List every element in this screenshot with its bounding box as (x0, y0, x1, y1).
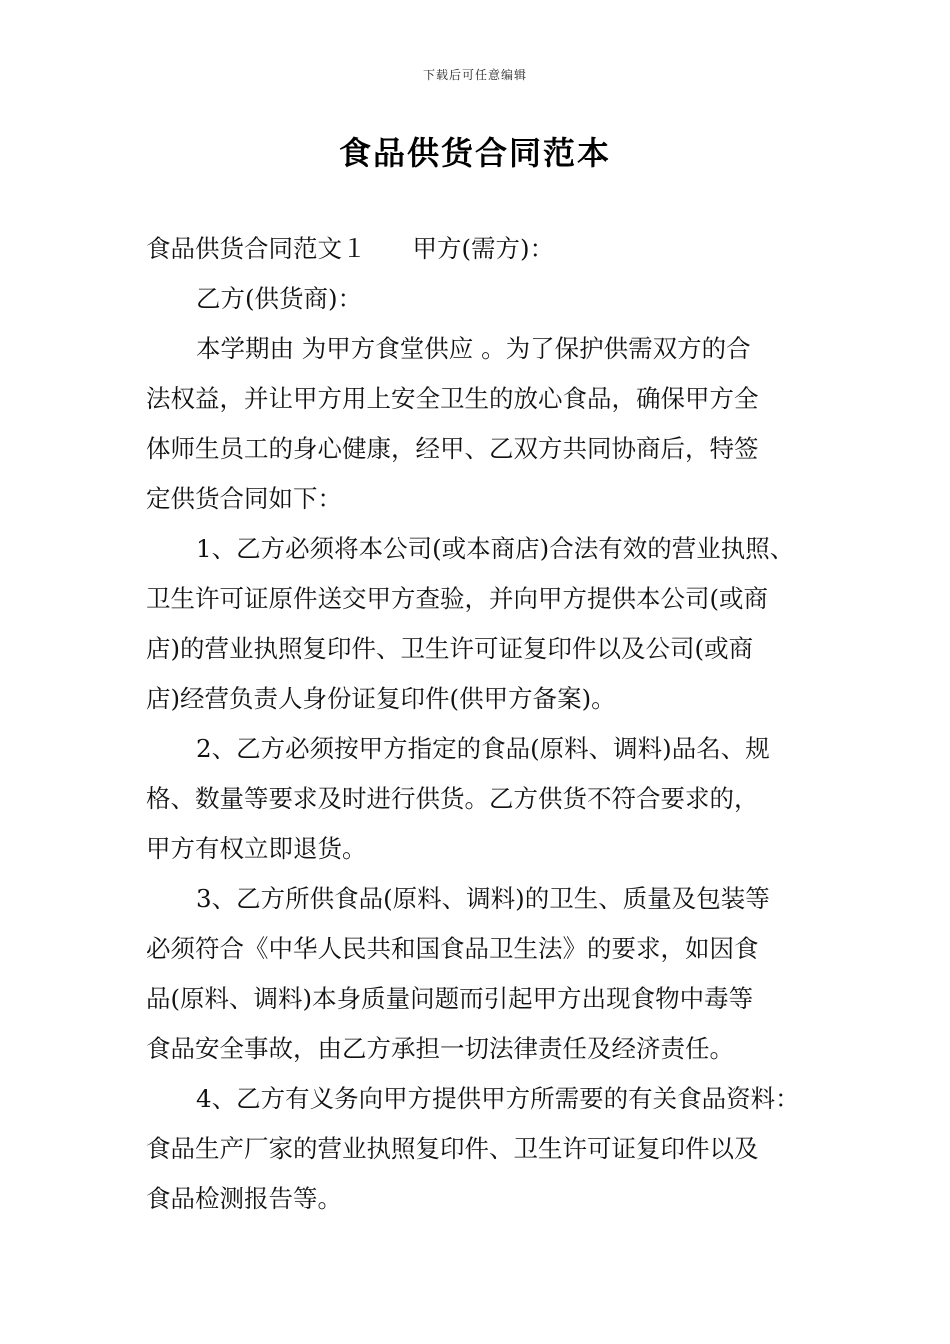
sample-label: 食品供货合同范文１ (146, 234, 367, 263)
clause-1-line: 店)的营业执照复印件、卫生许可证复印件以及公司(或商 (146, 634, 754, 663)
clause-3-line: 3、乙方所供食品(原料、调料)的卫生、质量及包装等 (196, 884, 770, 913)
paragraph-line: 本学期由 为甲方食堂供应 。为了保护供需双方的合 (196, 334, 751, 363)
clause-3-line: 品(原料、调料)本身质量问题而引起甲方出现食物中毒等 (146, 984, 754, 1013)
party-a-label: 甲方(需方)： (412, 234, 555, 263)
clause-3-line: 必须符合《中华人民共和国食品卫生法》的要求，如因食 (146, 934, 759, 963)
party-b-label: 乙方(供货商)： (196, 284, 363, 313)
clause-1-line: 店)经营负责人身份证复印件(供甲方备案)。 (146, 684, 616, 713)
clause-1-line: 1、乙方必须将本公司(或本商店)合法有效的营业执照、 (196, 534, 795, 563)
clause-1-line: 卫生许可证原件送交甲方查验，并向甲方提供本公司(或商 (146, 584, 769, 613)
clause-2-line: 2、乙方必须按甲方指定的食品(原料、调料)品名、规 (196, 734, 770, 763)
clause-3-line: 食品安全事故，由乙方承担一切法律责任及经济责任。 (146, 1034, 734, 1063)
document-title: 食品供货合同范本 (338, 134, 611, 172)
intro-line (146, 224, 814, 274)
paragraph-line: 法权益，并让甲方用上安全卫生的放心食品，确保甲方全 (146, 384, 759, 413)
document-body (146, 224, 814, 1224)
header-note: 下载后可任意编辑 (422, 68, 527, 82)
paragraph-line: 定供货合同如下： (146, 484, 342, 513)
paragraph-line: 体师生员工的身心健康，经甲、乙双方共同协商后，特签 (146, 434, 759, 463)
clause-2-line: 格、数量等要求及时进行供货。乙方供货不符合要求的， (146, 784, 759, 813)
clause-4-line: 食品检测报告等。 (146, 1184, 342, 1213)
clause-4-line: 食品生产厂家的营业执照复印件、卫生许可证复印件以及 (146, 1134, 759, 1163)
clause-2-line: 甲方有权立即退货。 (146, 834, 367, 863)
clause-4-line: 4、乙方有义务向甲方提供甲方所需要的有关食品资料： (196, 1084, 800, 1113)
